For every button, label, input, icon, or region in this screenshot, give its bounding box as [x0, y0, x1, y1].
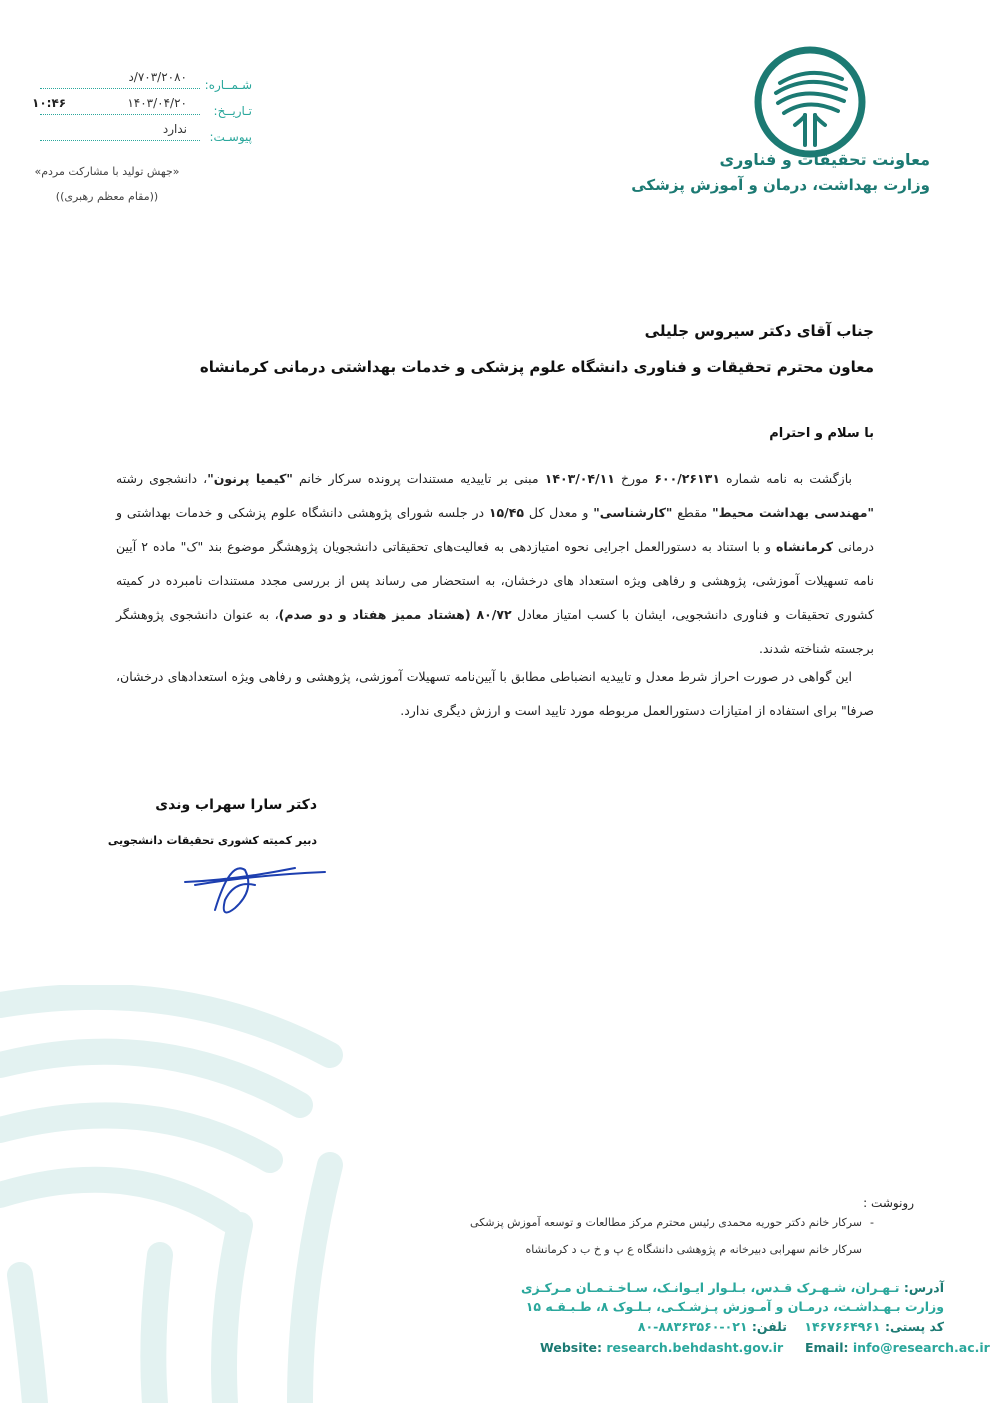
postal-label: کد پستی:	[884, 1319, 944, 1334]
phone-label: تلفن:	[751, 1319, 787, 1334]
p1-text: و معدل کل	[524, 505, 594, 520]
reference-date: ۱۴۰۳/۰۴/۱۱	[544, 471, 615, 486]
p1-text: بازگشت به نامه شماره	[719, 471, 852, 486]
p1-text: و با استناد به دستورالعمل اجرایی نحوه امتیازدهی به فعالیت‌های تحقیقاتی دانشجویان پژوهشگر موضوع بند "ک" ماده ۲ آیین نامه تسهیلات آموزشی، پژوهشی و رفاهی ویژه استعداد های درخشان، به استحضار می رساند پس از بررسی مجدد مستندات نامبرده در کمیته کشوری تحقیقات و فناوری دانشجویی، ایشان با کسب امتیاز معادل	[116, 539, 875, 622]
time-value: ۱۰:۴۶	[32, 96, 67, 110]
email-link[interactable]: info@research.ac.ir	[852, 1340, 990, 1355]
field-of-study: "مهندسی بهداشت محیط"	[712, 505, 875, 520]
p1-text: ، دانشجوی رشته	[116, 471, 208, 486]
p1-text: در جلسه شورای پژوهشی دانشگاه علوم پزشکی و خدمات بهداشتی و درمانی	[116, 505, 874, 554]
postal-value: ۱۴۶۷۶۶۴۹۶۱	[804, 1319, 881, 1334]
org-name-line2: وزارت بهداشت، درمان و آموزش پزشکی	[631, 176, 930, 194]
p1-text: ، به عنوان دانشجوی پژوهشگر برجسته شناخته شدند.	[116, 607, 874, 656]
attachment-row	[22, 122, 252, 152]
dotted-line	[40, 88, 200, 89]
ministry-logo-icon	[750, 45, 870, 160]
p1-text: مقطع	[672, 505, 713, 520]
reference-number: ۶۰۰/۲۶۱۳۱	[654, 471, 720, 486]
degree: "کارشناسی"	[593, 505, 673, 520]
handwritten-signature-icon	[175, 850, 335, 930]
number-label: شـمــاره:	[204, 78, 252, 92]
address-label: آدرس:	[903, 1280, 944, 1295]
watermark-pattern-icon	[0, 985, 540, 1403]
cc-recipient-1: سرکار خانم دکتر حوریه محمدی رئیس محترم مرکز مطالعات و توسعه آموزش پزشکی	[470, 1216, 862, 1229]
number-value: ۷۰۳/۲۰۸۰/د	[128, 70, 187, 84]
p2-text: این گواهی در صورت احراز شرط معدل و تاییدیه انضباطی مطابق با آیین‌نامه تسهیلات آموزشی، پژوهشی و رفاهی ویژه استعدادهای درخشان، صرفا" برای استفاده از امتیازات دستورالعمل مربوطه مورد تایید است و ارزش دیگری ندارد.	[116, 669, 874, 718]
p1-text: مبنی بر تاییدیه مستندات پرونده سرکار خانم	[292, 471, 545, 486]
footer-address-line2: وزارت بـهـداشـت، درمـان و آمـوزش پـزشـکـی، بـلـوک ۸، طـبـقـه ۱۵	[525, 1299, 944, 1314]
org-name-line1: معاونت تحقیقات و فناوری	[719, 150, 930, 169]
p1-text: مورخ	[614, 471, 655, 486]
slogan-line1: «جهش تولید با مشارکت مردم»	[34, 165, 180, 178]
footer-web	[540, 1340, 990, 1355]
greeting: با سلام و احترام	[769, 426, 874, 441]
footer-contact	[638, 1319, 944, 1334]
student-name: "کیمیا پرنون"	[207, 471, 293, 486]
date-label: تـاریــخ:	[213, 104, 252, 118]
dotted-line	[40, 114, 200, 115]
phone-value: ۰۲۱-۸۸۳۶۳۵۶۰-۸۰	[637, 1319, 748, 1334]
cc-dash: -	[870, 1216, 874, 1229]
date-value: ۱۴۰۳/۰۴/۲۰	[127, 96, 187, 110]
email-label: Email:	[804, 1340, 849, 1355]
dotted-line	[40, 140, 200, 141]
website-link[interactable]: research.behdasht.gov.ir	[606, 1340, 784, 1355]
score: ۸۰/۷۲ (هشتاد ممیز هفتاد و دو صدم)	[278, 607, 512, 622]
slogan-line2: ((مقام معظم رهبری))	[55, 190, 159, 203]
website-label: Website:	[540, 1340, 602, 1355]
attachment-label: پیوسـت:	[209, 130, 252, 144]
cc-title: رونوشت :	[863, 1196, 914, 1210]
city: کرمانشاه	[776, 539, 833, 554]
cc-recipient-2: سرکار خانم سهرابی دبیرخانه م پژوهشی دانشگاه ع پ و خ ب د کرمانشاه	[525, 1243, 862, 1256]
attachment-value: ندارد	[162, 122, 187, 136]
recipient-name: جناب آقای دکتر سیروس جلیلی	[644, 322, 874, 340]
footer-address-line1	[521, 1280, 944, 1295]
signatory-title: دبیر کمیته کشوری تحقیقات دانشجویی	[107, 834, 317, 847]
signatory-name: دکتر سارا سهراب وندی	[155, 797, 317, 813]
gpa: ۱۵/۴۵	[488, 505, 524, 520]
body-paragraph-1	[116, 462, 874, 666]
body-paragraph-2	[116, 660, 874, 728]
address-line1: تـهـران، شـهـرک قـدس، بـلـوار ایـوانـک، سـاخـتـمـان مـرکـزی	[521, 1280, 900, 1295]
recipient-title: معاون محترم تحقیقات و فناوری دانشگاه علوم پزشکی و خدمات بهداشتی درمانی کرمانشاه	[199, 358, 874, 376]
